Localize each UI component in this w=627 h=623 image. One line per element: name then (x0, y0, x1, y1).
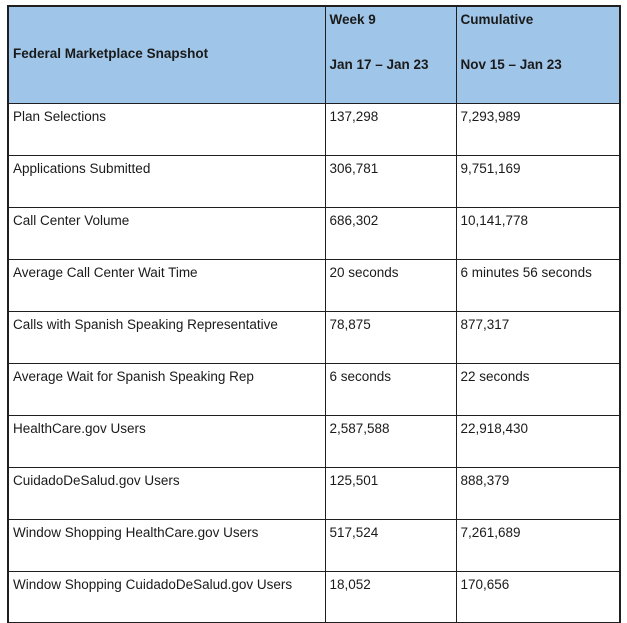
cumulative-value-cell: 877,317 (456, 311, 620, 363)
week-value-cell: 306,781 (325, 155, 456, 207)
table-row (8, 363, 620, 415)
cumulative-value-cell: 10,141,778 (456, 207, 620, 259)
metric-cell: HealthCare.gov Users (8, 415, 325, 467)
table-body (8, 103, 620, 623)
table-title: Federal Marketplace Snapshot (13, 46, 209, 62)
metric-cell: Window Shopping HealthCare.gov Users (8, 519, 325, 571)
header-row (8, 6, 620, 103)
header-cell-title (8, 6, 325, 103)
metric-cell: Window Shopping CuidadoDeSalud.gov Users (8, 571, 325, 623)
cumulative-value-cell: 22,918,430 (456, 415, 620, 467)
week-value-cell: 18,052 (325, 571, 456, 623)
week-label: Week 9 (329, 12, 376, 27)
week-value-cell: 20 seconds (325, 259, 456, 311)
header-cell-week (325, 6, 456, 103)
table-row (8, 519, 620, 571)
table-row (8, 259, 620, 311)
table-row (8, 311, 620, 363)
cumulative-value-cell: 9,751,169 (456, 155, 620, 207)
table-row (8, 103, 620, 155)
week-value-cell: 137,298 (325, 103, 456, 155)
metric-cell: Average Wait for Spanish Speaking Rep (8, 363, 325, 415)
table-row (8, 155, 620, 207)
table-row (8, 415, 620, 467)
metric-cell: Call Center Volume (8, 207, 325, 259)
metric-cell: Applications Submitted (8, 155, 325, 207)
cumulative-value-cell: 7,293,989 (456, 103, 620, 155)
week-date-range: Jan 17 – Jan 23 (329, 56, 429, 72)
cumulative-label: Cumulative (460, 12, 534, 27)
cumulative-value-cell: 7,261,689 (456, 519, 620, 571)
week-value-cell: 686,302 (325, 207, 456, 259)
cumulative-date-range: Nov 15 – Jan 23 (460, 56, 562, 72)
table-row (8, 467, 620, 519)
week-value-cell: 125,501 (325, 467, 456, 519)
table-row (8, 571, 620, 623)
week-value-cell: 2,587,588 (325, 415, 456, 467)
cumulative-value-cell: 888,379 (456, 467, 620, 519)
week-value-cell: 6 seconds (325, 363, 456, 415)
federal-marketplace-snapshot-table (7, 5, 621, 623)
cumulative-value-cell: 22 seconds (456, 363, 620, 415)
cumulative-value-cell: 6 minutes 56 seconds (456, 259, 620, 311)
week-value-cell: 78,875 (325, 311, 456, 363)
table-header (8, 6, 620, 103)
table-row (8, 207, 620, 259)
metric-cell: CuidadoDeSalud.gov Users (8, 467, 325, 519)
metric-cell: Calls with Spanish Speaking Representative (8, 311, 325, 363)
header-cell-cumulative (456, 6, 620, 103)
cumulative-value-cell: 170,656 (456, 571, 620, 623)
metric-cell: Plan Selections (8, 103, 325, 155)
metric-cell: Average Call Center Wait Time (8, 259, 325, 311)
week-value-cell: 517,524 (325, 519, 456, 571)
